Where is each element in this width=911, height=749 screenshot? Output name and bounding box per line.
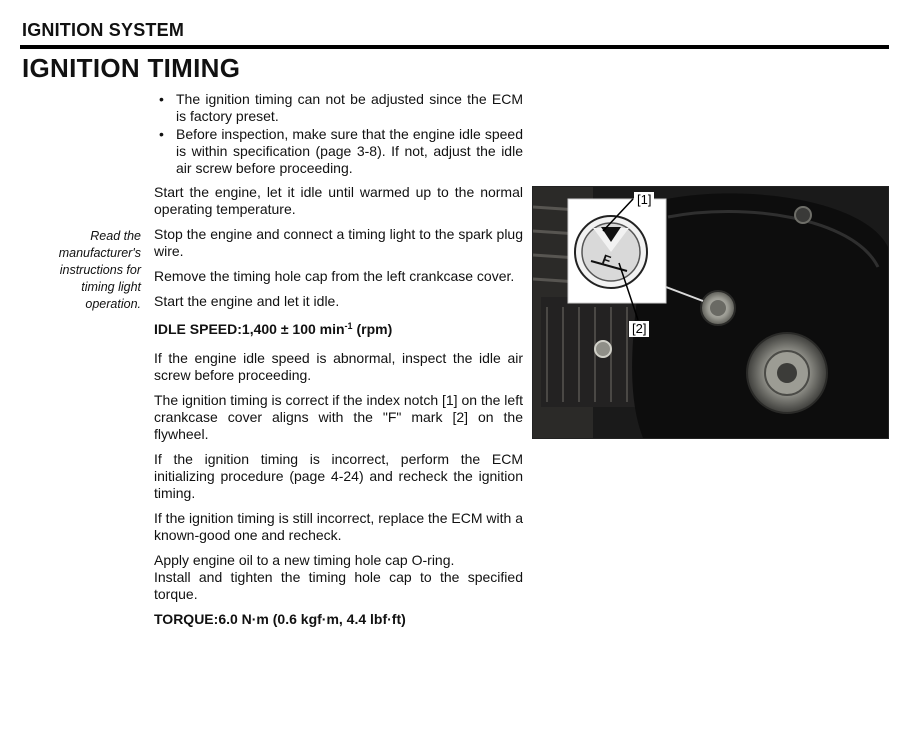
- idle-speed-exponent: -1: [344, 321, 353, 331]
- step-timing-incorrect: If the ignition timing is incorrect, perform the ECM initializing procedure (page 4-24) and recheck the ignition timing.: [154, 451, 523, 501]
- torque-spec: [154, 611, 523, 628]
- idle-speed-unit: (rpm): [352, 321, 393, 337]
- step-timing-correct: The ignition timing is correct if the index notch [1] on the left crankcase cover aligns with the "F" mark [2] on the flywheel.: [154, 392, 523, 442]
- torque-label: TORQUE:: [154, 611, 219, 627]
- section-header: IGNITION SYSTEM: [22, 20, 185, 40]
- torque-value: 6.0 N·m (0.6 kgf·m, 4.4 lbf·ft): [218, 611, 406, 627]
- step-connect-timing-light: Stop the engine and connect a timing light to the spark plug wire.: [154, 226, 523, 259]
- f-mark: F: [600, 251, 613, 269]
- notes-list: [154, 91, 523, 177]
- procedure-text: [154, 91, 523, 640]
- crankshaft-cap-center: [777, 363, 797, 383]
- idle-speed-label: IDLE SPEED:: [154, 321, 242, 337]
- step-idle-abnormal: If the engine idle speed is abnormal, inspect the idle air screw before proceeding.: [154, 350, 523, 383]
- engine-illustration: [533, 187, 888, 438]
- callout-index-notch: [1]: [634, 192, 654, 208]
- header-rule: [20, 45, 889, 49]
- page-title: IGNITION TIMING: [22, 53, 241, 83]
- bolt-icon: [595, 341, 611, 357]
- step-apply-oil: Apply engine oil to a new timing hole cap O-ring.: [154, 552, 455, 568]
- timing-photo: [532, 186, 889, 439]
- idle-speed-spec: [154, 318, 523, 338]
- step-start-engine: Start the engine and let it idle.: [154, 293, 340, 309]
- bolt-icon: [795, 207, 811, 223]
- step-warm-up: Start the engine, let it idle until warmed up to the normal operating temperature.: [154, 184, 523, 217]
- step-remove-cap: Remove the timing hole cap from the left crankcase cover.: [154, 268, 515, 284]
- list-item: • Before inspection, make sure that the engine idle speed is within specification (page 3-8). If not, adjust the idle air screw before proceeding.: [154, 126, 523, 177]
- idle-speed-value: 1,400 ± 100 min: [241, 321, 345, 337]
- list-item: • The ignition timing can not be adjusted since the ECM is factory preset.: [154, 91, 523, 125]
- callout-f-mark: [2]: [629, 321, 649, 337]
- step-replace-ecm: If the ignition timing is still incorrect, replace the ECM with a known-good one and recheck.: [154, 510, 523, 543]
- step-install-cap: Install and tighten the timing hole cap to the specified torque.: [154, 569, 523, 602]
- side-note: Read the manufacturer's instructions for timing light operation.: [58, 229, 141, 311]
- timing-hole-center: [710, 300, 726, 316]
